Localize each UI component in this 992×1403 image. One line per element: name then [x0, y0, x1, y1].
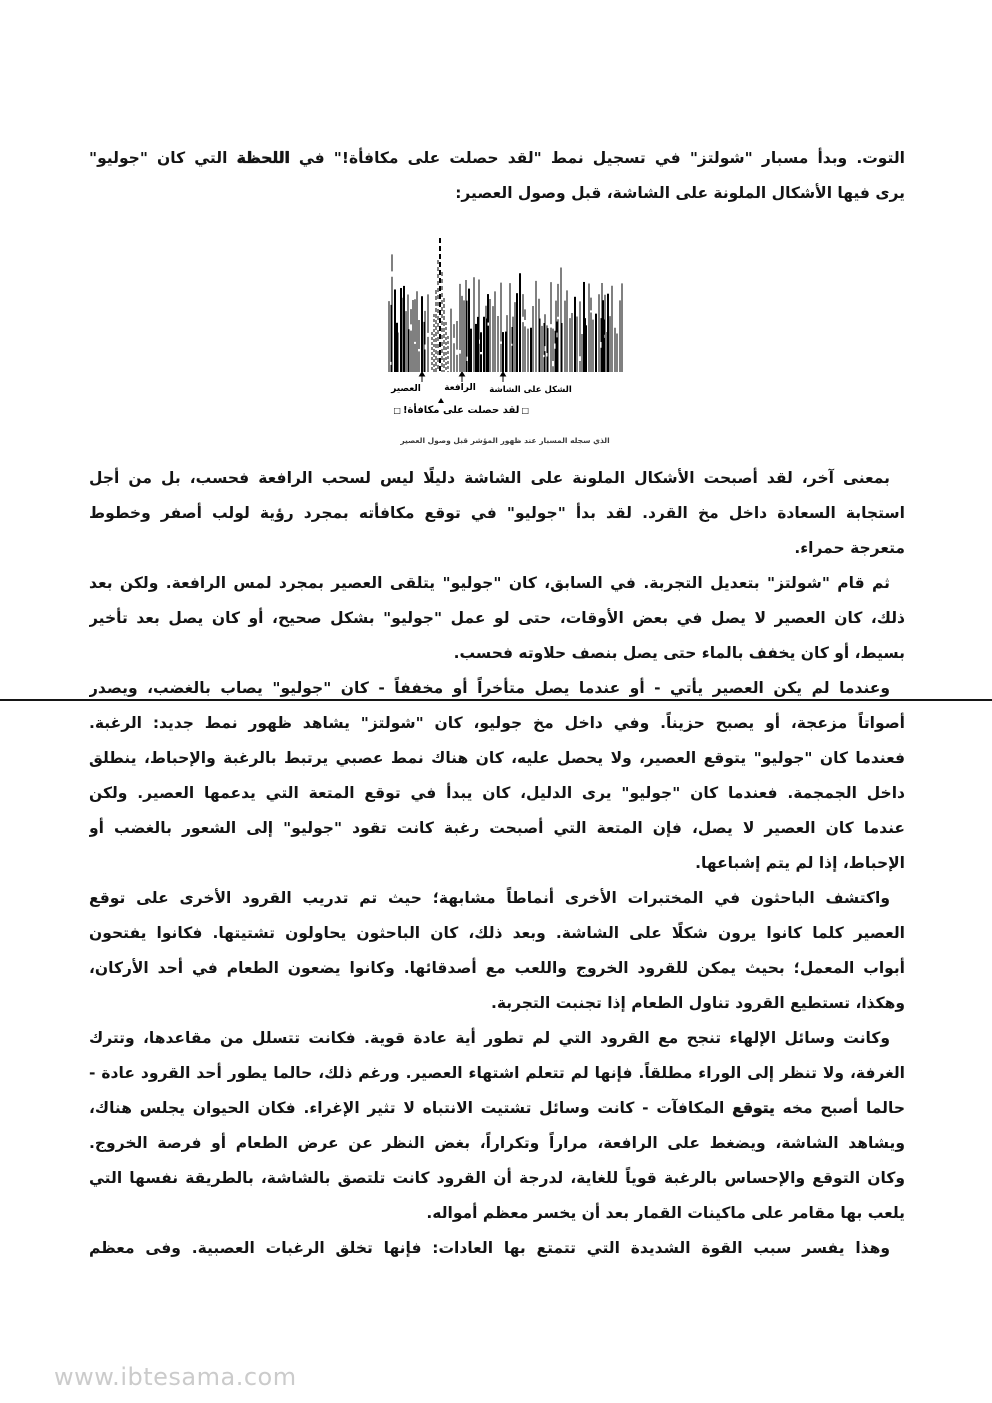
figure-label-lever: الرافعة — [444, 383, 476, 393]
paragraphs-main — [89, 461, 905, 1266]
text-line: ثم قام "شولتز" بتعديل التجربة. في السابق، كان "جوليو" يتلقى العصير بمجرد لمس الرافعة. ولكن بعد — [89, 574, 890, 592]
text-line: واكتشف الباحثون في المختبرات الأخرى أنماطاً مشابهة؛ حيث تم تدريب القرود الأخرى على توقع — [89, 889, 890, 907]
text-line: بمعنى آخر، لقد أصبحت الأشكال الملونة على الشاشة دليلًا ليس لسحب الرافعة فحسب، بل من أجل — [89, 469, 890, 487]
paragraph-intro — [89, 141, 905, 211]
spike-raster-figure — [383, 233, 633, 461]
figure-label-juice: العصير — [391, 384, 421, 394]
text-line: داخل الجمجمة. فعندما كان "جوليو" يرى الدليل، كان يبدأ في توقع المتعة التي يدعمها العصير. ولكن — [89, 784, 905, 802]
text-line: حالما أصبح مخه يتوقع المكافآت - كانت وسائل تشتيت الانتباه لا تثير الإغراء. فكان الحيوان يجلس هناك، — [89, 1099, 905, 1117]
text-line: متعرجة حمراء. — [794, 539, 905, 557]
page-divider-line — [0, 699, 992, 701]
figure-label-shape-on-screen: الشكل على الشاشة — [489, 385, 572, 395]
text-line: ذلك، كان العصير لا يصل في بعض الأوقات، حتى لو عمل "جوليو" بشكل صحيح، أو كان يصل بعد تأخير — [89, 609, 905, 627]
text-line: يلعب بها مقامر على ماكينات القمار بعد أن يخسر معظم أمواله. — [426, 1204, 905, 1222]
text-line: العصير كلما كانوا يرون شكلًا على الشاشة. وبعد ذلك، كان الباحثون يحاولون تشتيتها. فكانوا يفتحون — [89, 924, 905, 942]
text-line: وعندما لم يكن العصير يأتي - أو عندما يصل متأخراً أو مخففاً - كان "جوليو" يصاب بالغضب، ويصدر — [89, 679, 890, 697]
text-line: عندما كان العصير لا يصل، فإن المتعة التي أصبحت رغبة كانت تقود "جوليو" إلى الشعور بالغضب أو — [89, 819, 905, 837]
spike-raster-svg — [383, 233, 628, 383]
figure-label-reward-quote: □ لقد حصلت على مكافأة! □ — [399, 406, 529, 416]
watermark: www.ibtesama.com — [54, 1363, 297, 1391]
text-line: وهذا يفسر سبب القوة الشديدة التي تتمتع بها العادات: فإنها تخلق الرغبات العصبية. وفى معظم — [89, 1239, 890, 1257]
text-line: وكانت وسائل الإلهاء تنجح مع القرود التي لم تطور أية عادة قوية. فكانت تتسلل من مقاعدها، وتترك — [89, 1029, 890, 1047]
text-line: يرى فيها الأشكال الملونة على الشاشة، قبل وصول العصير: — [455, 184, 905, 202]
text-line: وكان التوقع والإحساس بالرغبة قوياً للغاية، لدرجة أن القرود كانت تلتصق بالشاشة، بالطريقة نفسها التي — [89, 1169, 905, 1187]
text-line: أصواتاً مزعجة، أو يصبح حزيناً. وفي داخل مخ جوليو، كان "شولتز" يشاهد ظهور نمط جديد: الرغبة. — [89, 714, 905, 732]
text-line: وهكذا، تستطيع القرود تناول الطعام إذا تجنبت التجربة. — [490, 994, 905, 1012]
figure-caption: الذي سجله المسبار عند ظهور المؤشر قبل وصول العصير — [400, 436, 610, 445]
arrow-up-icon — [438, 398, 444, 403]
text-line: ويشاهد الشاشة، ويضغط على الرافعة، مراراً وتكراراً، بغض النظر عن عرض الطعام أو فرصة الخروج. — [89, 1134, 905, 1152]
text-line: الإحباط، إذا لم يتم إشباعها. — [695, 854, 905, 872]
text-line: استجابة السعادة داخل مخ القرد. لقد بدأ "جوليو" في توقع مكافأته بمجرد رؤية لولب أصفر وخطوط — [89, 504, 905, 522]
text-line: بسيط، أو كان يخفف بالماء حتى يصل بنصف حلاوته فحسب. — [453, 644, 905, 662]
text-line: التوت. وبدأ مسبار "شولتز" في تسجيل نمط "لقد حصلت على مكافأة!" في اللحظة التي كان "جوليو" — [89, 149, 905, 167]
text-line: أبواب المعمل؛ بحيث يمكن للقرود الخروج واللعب مع أصدقائها. وكانوا يضعون الطعام في أحد الأركان، — [89, 959, 905, 977]
text-line: الغرفة، ولا تنظر إلى الوراء مطلقاً. فإنها لم تتعلم اشتهاء العصير. ورغم ذلك، حالما يطور أحد القرود عادة - — [89, 1064, 905, 1082]
text-line: فعندما كان "جوليو" يتوقع العصير، ولا يحصل عليه، كان هناك نمط عصبي يرتبط بالرغبة والإحباط، ينطلق — [89, 749, 905, 767]
